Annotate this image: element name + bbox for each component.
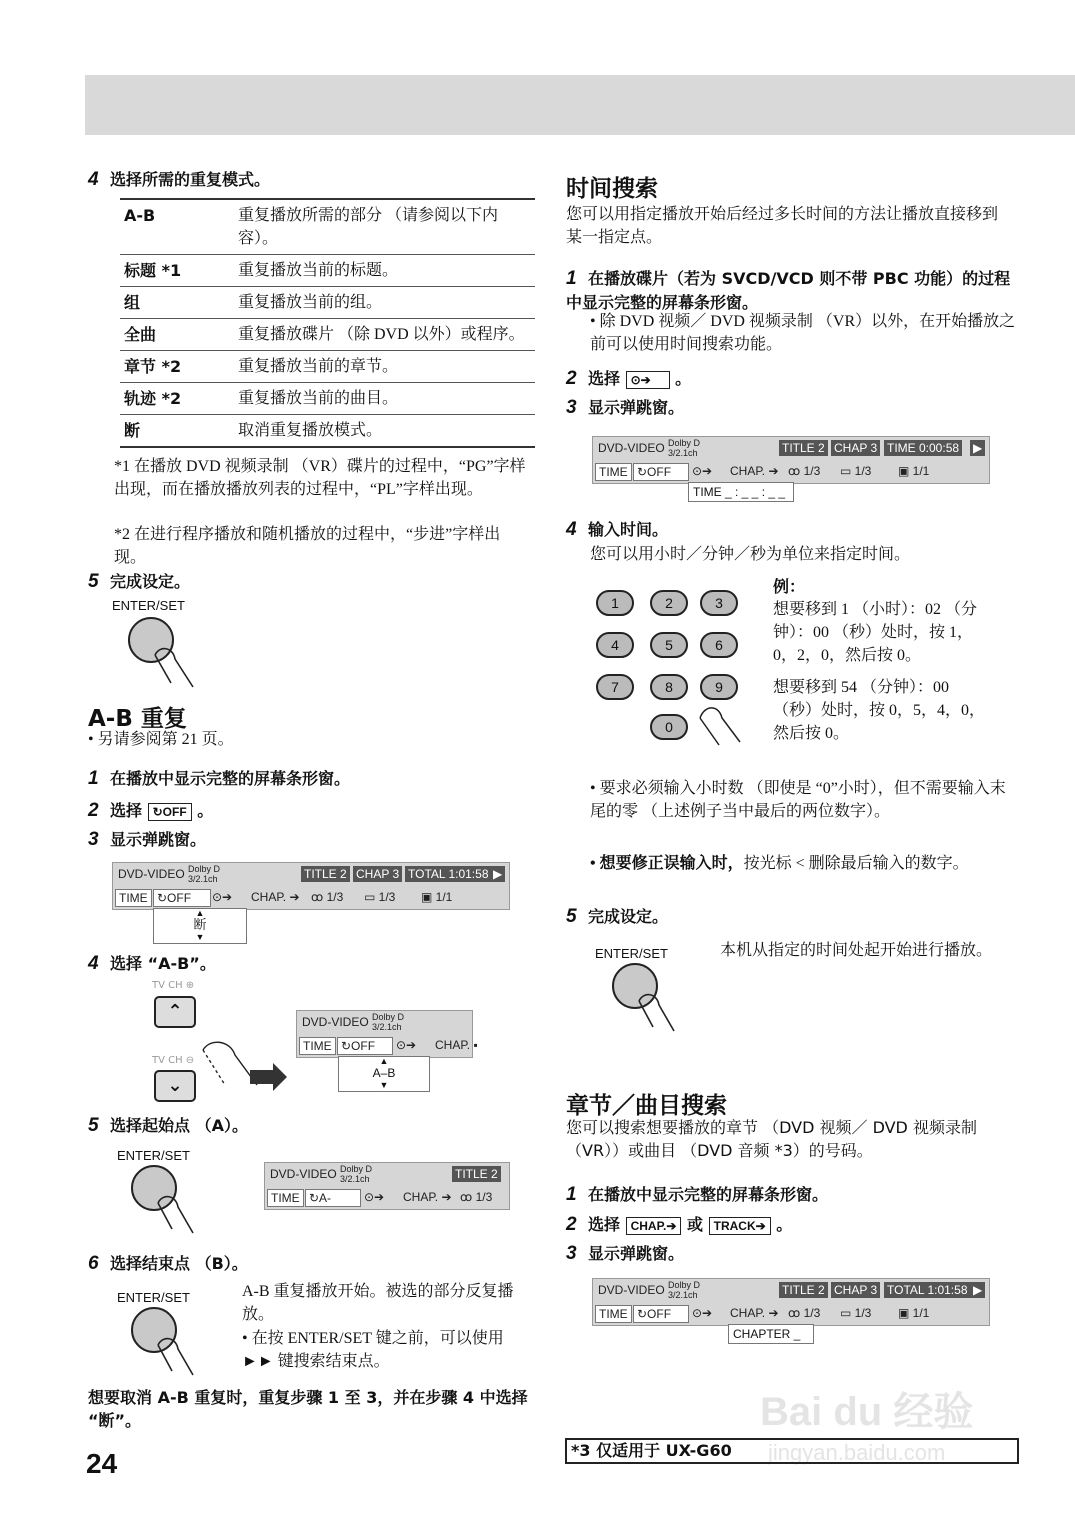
tv-ch-up-label: TV CH ⊕ <box>152 980 195 991</box>
key-7[interactable]: 7 <box>596 674 634 700</box>
repeat-mode-desc: 重复播放碟片 （除 DVD 以外）或程序。 <box>234 319 535 351</box>
table-row <box>120 415 535 448</box>
finger-press-icon-3 <box>148 1325 208 1380</box>
ab-step-4: 4 选择 “A-B”。 <box>88 953 216 974</box>
channel-up-button[interactable]: ⌃ <box>154 996 196 1028</box>
time-search-button[interactable]: ⊙➔ <box>626 371 670 389</box>
repeat-off-button[interactable]: ↻OFF <box>148 803 192 821</box>
repeat-mode-key: A-B <box>120 199 234 255</box>
popup-ab[interactable]: ▲ A–B ▼ <box>338 1056 430 1092</box>
osd-bar-ab-2: DVD-VIDEO Dolby D 3/2.1ch TIME ↻OFF ⊙➔ CHAP. ▪ <box>296 1010 473 1058</box>
key-6[interactable]: 6 <box>700 632 738 658</box>
arrow-right-icon <box>195 1035 290 1095</box>
ab-step-6-text: A-B 重复播放开始。被选的部分反复播放。 <box>242 1283 514 1323</box>
repeat-mode-key: 全曲 <box>120 319 234 351</box>
osd-bar-ab-3: DVD-VIDEO Dolby D 3/2.1ch TITLE 2 TIME ↻A- ⊙➔ CHAP. ➔ ꝏ 1/3 <box>264 1162 510 1210</box>
ab-step-2: 2 选择 ↻OFF 。 <box>88 800 214 821</box>
cs-step-3: 3 显示弹跳窗。 <box>566 1243 685 1264</box>
repeat-mode-key: 断 <box>120 415 234 448</box>
enter-set-label-4: ENTER/SET <box>595 946 668 961</box>
key-3[interactable]: 3 <box>700 590 738 616</box>
chapter-search-intro: 您可以搜索想要播放的章节 （DVD 视频／ DVD 视频录制 （VR））或曲目 （DVD 音频 *3）的号码。 <box>566 1118 977 1160</box>
repeat-mode-table <box>120 198 535 448</box>
ts-step-4-sub: 您可以用小时／分钟／秒为单位来指定时间。 <box>590 544 911 563</box>
ab-cancel-note: 想要取消 A-B 重复时，重复步骤 1 至 3，并在步骤 4 中选择 “断”。 <box>88 1388 528 1430</box>
ab-step-1: 1 在播放中显示完整的屏幕条形窗。 <box>88 768 351 789</box>
osd-bar-chapter: DVD-VIDEO Dolby D 3/2.1ch TITLE 2 CHAP 3 TOTAL 1:01:58 ▶ TIME ↻OFF ⊙➔ CHAP. ➔ ꝏ 1/3 ▭ 1/3 ▣ 1/1 <box>592 1278 990 1326</box>
key-4[interactable]: 4 <box>596 632 634 658</box>
enter-set-label: ENTER/SET <box>112 598 185 613</box>
ts-step-1-bullet: • 除 DVD 视频／ DVD 视频录制 （VR）以外，在开始播放之前可以使用时间搜索功能。 <box>590 313 1016 353</box>
table-row <box>120 287 535 319</box>
key-8[interactable]: 8 <box>650 674 688 700</box>
ab-step-6: 6 选择结束点 （B）。 <box>88 1253 248 1274</box>
chapter-entry-field[interactable]: CHAPTER _ <box>728 1324 814 1344</box>
key-1[interactable]: 1 <box>596 590 634 616</box>
footnote-1: *1 在播放 DVD 视频录制 （VR）碟片的过程中，“PG”字样出现，而在播放播放列表的过程中，“PL”字样出现。 <box>114 458 526 498</box>
header-band <box>85 75 1075 135</box>
key-9[interactable]: 9 <box>700 674 738 700</box>
ts-step-3: 3 显示弹跳窗。 <box>566 397 685 418</box>
chap-button[interactable]: CHAP.➔ <box>626 1217 682 1235</box>
time-entry-field[interactable]: TIME _ : _ _ : _ _ <box>688 482 794 502</box>
osd-bar-time: DVD-VIDEO Dolby D 3/2.1ch TITLE 2 CHAP 3 TIME 0:00:58 ▶ TIME ↻OFF ⊙➔ CHAP. ➔ ꝏ 1/3 ▭ 1/3 ▣ 1/1 <box>592 436 990 484</box>
example-title: 例： <box>773 577 806 596</box>
repeat-mode-desc: 重复播放当前的标题。 <box>234 255 535 287</box>
step-4: 4 选择所需的重复模式。 <box>88 169 271 190</box>
repeat-mode-desc: 重复播放所需的部分 （请参阅以下内容）。 <box>234 199 535 255</box>
enter-set-label-2: ENTER/SET <box>117 1148 190 1163</box>
ts-step-2: 2 选择 ⊙➔ 。 <box>566 368 692 389</box>
finger-press-icon-2 <box>148 1183 208 1238</box>
repeat-mode-desc: 重复播放当前的章节。 <box>234 351 535 383</box>
table-row <box>120 199 535 255</box>
table-row <box>120 255 535 287</box>
table-row <box>120 319 535 351</box>
enter-set-label-3: ENTER/SET <box>117 1290 190 1305</box>
repeat-mode-desc: 重复播放当前的组。 <box>234 287 535 319</box>
finger-press-icon-5 <box>629 981 689 1036</box>
chapter-search-title: 章节／曲目搜索 <box>566 1093 727 1119</box>
footnote-3-box: *3 仅适用于 UX-G60 <box>565 1438 1019 1464</box>
key-0[interactable]: 0 <box>650 714 688 740</box>
ab-step-5: 5 选择起始点 （A）。 <box>88 1115 248 1136</box>
finger-press-icon-4 <box>695 700 750 750</box>
repeat-mode-key: 标题 *1 <box>120 255 234 287</box>
page-number: 24 <box>86 1448 118 1479</box>
key-5[interactable]: 5 <box>650 632 688 658</box>
step-5: 5 完成设定。 <box>88 571 191 592</box>
ab-repeat-title: A-B 重复 <box>88 706 187 732</box>
tv-ch-down-label: TV CH ⊖ <box>152 1055 195 1066</box>
footnote-2: *2 在进行程序播放和随机播放的过程中，“步进”字样出现。 <box>114 526 501 566</box>
example-2: 想要移到 54 （分钟）：00 （秒）处时，按 0，5，4，0，然后按 0。 <box>773 679 986 742</box>
table-row <box>120 383 535 415</box>
finger-press-icon <box>145 635 205 695</box>
time-search-intro: 您可以用指定播放开始后经过多长时间的方法让播放直接移到某一指定点。 <box>566 204 999 246</box>
repeat-mode-key: 轨迹 *2 <box>120 383 234 415</box>
ab-step-6-bullet: • 在按 ENTER/SET 键之前，可以使用 ►► 键搜索结束点。 <box>242 1330 504 1370</box>
cs-step-1: 1 在播放中显示完整的屏幕条形窗。 <box>566 1184 829 1205</box>
repeat-mode-desc: 重复播放当前的曲目。 <box>234 383 535 415</box>
ts-step-5: 5 完成设定。 <box>566 906 669 927</box>
channel-down-button[interactable]: ⌄ <box>154 1070 196 1102</box>
ts-bullet-1: • 要求必须输入小时数 （即使是 “0”小时），但不需要输入末尾的零 （上述例子当中最后的两位数字）。 <box>590 780 1006 820</box>
table-row <box>120 351 535 383</box>
repeat-mode-key: 章节 *2 <box>120 351 234 383</box>
key-2[interactable]: 2 <box>650 590 688 616</box>
ts-bullet-2: • 想要修正误输入时，按光标 < 删除最后输入的数字。 <box>590 855 969 872</box>
track-button[interactable]: TRACK➔ <box>709 1217 771 1235</box>
example-1: 想要移到 1 （小时）：02 （分钟）：00 （秒）处时，按 1，0，2，0，然后按 0。 <box>773 601 978 664</box>
osd-bar-ab: DVD-VIDEO Dolby D 3/2.1ch TITLE 2 CHAP 3 TOTAL 1:01:58 ▶ TIME ↻OFF ⊙➔ CHAP. ➔ ꝏ 1/3 ▭ 1/3 ▣ 1/1 <box>112 862 510 910</box>
cs-step-2: 2 选择 CHAP.➔ 或 TRACK➔ 。 <box>566 1214 793 1235</box>
time-search-title: 时间搜索 <box>566 176 658 202</box>
ts-step-1: 1 在播放碟片（若为 SVCD/VCD 则不带 PBC 功能）的过程中显示完整的屏幕条形窗。 <box>566 268 1011 312</box>
ab-step-3: 3 显示弹跳窗。 <box>88 829 207 850</box>
popup-off[interactable]: ▲ 断 ▼ <box>153 908 247 944</box>
watermark-logo: Bai du 经验 <box>760 1390 974 1434</box>
watermark-url: jingyan.baidu.com <box>768 1440 946 1465</box>
ts-step-4: 4 输入时间。 <box>566 519 669 540</box>
repeat-mode-desc: 取消重复播放模式。 <box>234 415 535 448</box>
ts-step-5-text: 本机从指定的时间处起开始进行播放。 <box>720 940 993 959</box>
ab-reference: • 另请参阅第 21 页。 <box>88 731 234 748</box>
repeat-mode-key: 组 <box>120 287 234 319</box>
